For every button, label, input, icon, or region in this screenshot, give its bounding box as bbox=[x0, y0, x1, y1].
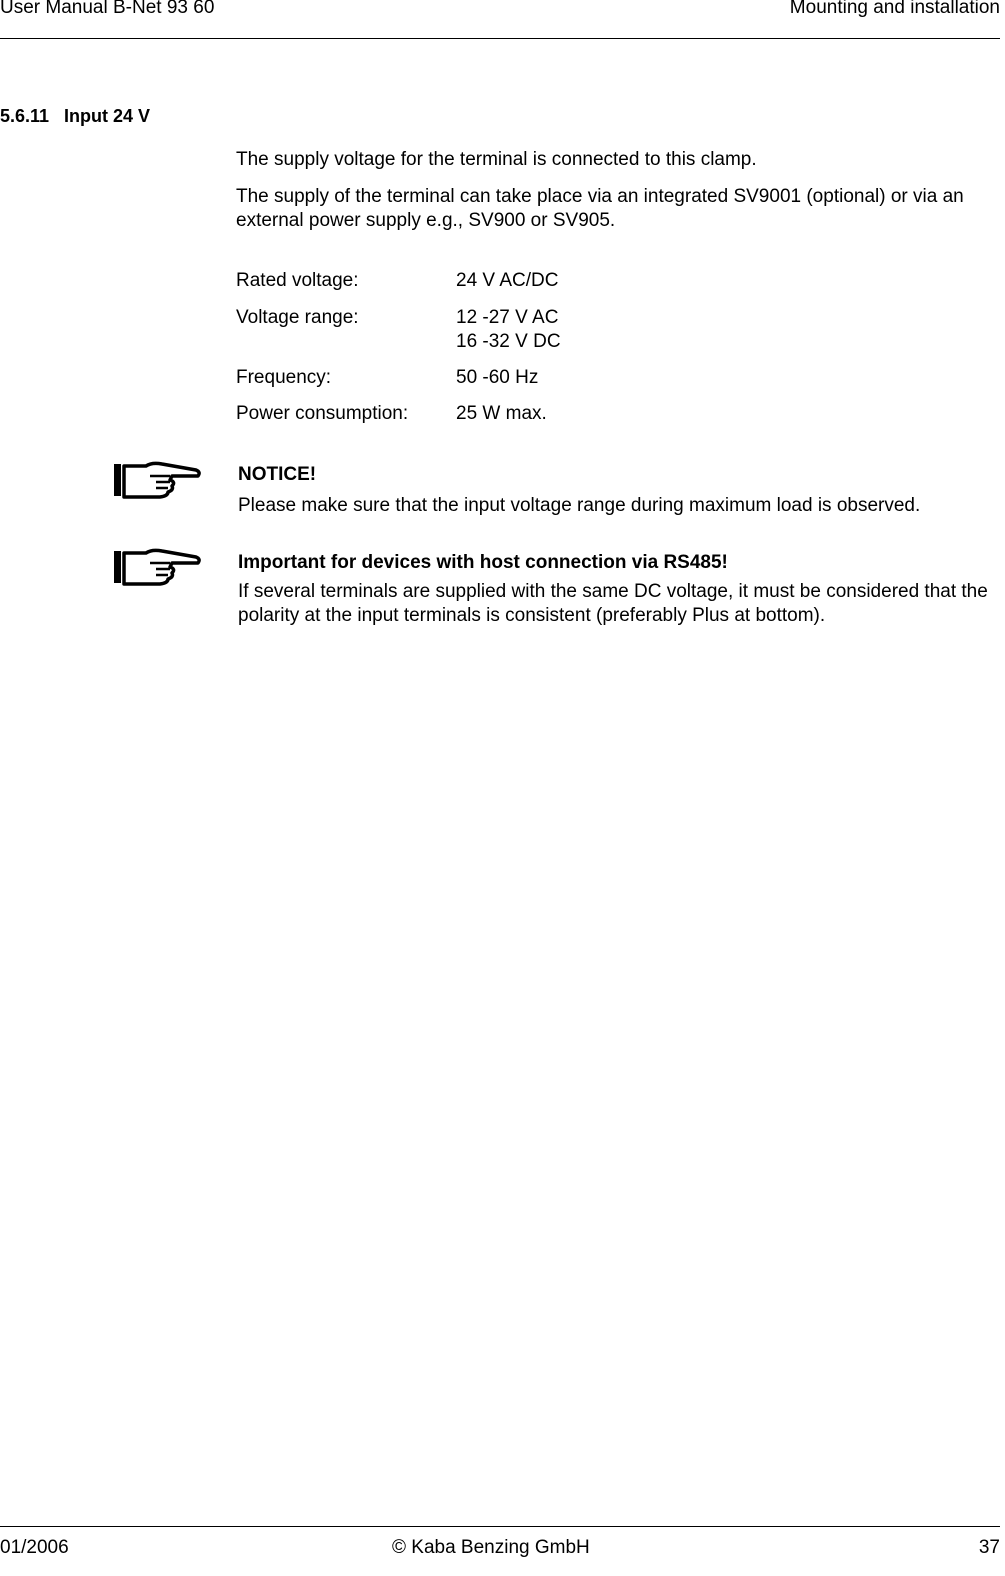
footer-date: 01/2006 bbox=[0, 1537, 69, 1558]
notice-title: NOTICE! bbox=[238, 464, 317, 485]
paragraph-supply-clamp: The supply voltage for the terminal is connected to this clamp. bbox=[236, 149, 757, 170]
notice-title-rs485: Important for devices with host connection via RS485! bbox=[238, 552, 728, 573]
pointing-hand-icon bbox=[112, 460, 202, 500]
section-heading: 5.6.11 Input 24 V bbox=[0, 106, 151, 126]
paragraph-supply-options: The supply of the terminal can take place via an integrated SV9001 (optional) or via an external power supply e.g., SV900 or SV905. bbox=[236, 186, 964, 231]
spec-label-power-consumption: Power consumption: bbox=[236, 403, 409, 424]
pointing-hand-icon bbox=[112, 547, 202, 587]
header-chapter-title: Mounting and installation bbox=[789, 0, 1000, 18]
spec-label-voltage-range: Voltage range: bbox=[236, 307, 359, 328]
spec-value-power-consumption: 25 W max. bbox=[456, 403, 547, 424]
spec-value-rated-voltage: 24 V AC/DC bbox=[456, 270, 559, 291]
notice-text-rs485: If several terminals are supplied with the same DC voltage, it must be considered that the polarity at the input terminals is consistent (preferably Plus at bottom). bbox=[238, 581, 988, 626]
spec-label-rated-voltage: Rated voltage: bbox=[236, 270, 359, 291]
footer-page-number: 37 bbox=[978, 1537, 1000, 1558]
page-footer bbox=[0, 1526, 1000, 1576]
spec-value-voltage-range-dc: 16 -32 V DC bbox=[456, 331, 561, 352]
spec-value-frequency: 50 -60 Hz bbox=[456, 367, 539, 388]
spec-label-frequency: Frequency: bbox=[236, 367, 332, 388]
page-header bbox=[0, 0, 1000, 39]
header-document-title: User Manual B-Net 93 60 bbox=[0, 0, 215, 18]
spec-value-voltage-range-ac: 12 -27 V AC bbox=[456, 307, 559, 328]
notice-text: Please make sure that the input voltage range during maximum load is observed. bbox=[238, 495, 921, 516]
footer-copyright: © Kaba Benzing GmbH bbox=[392, 1537, 590, 1558]
